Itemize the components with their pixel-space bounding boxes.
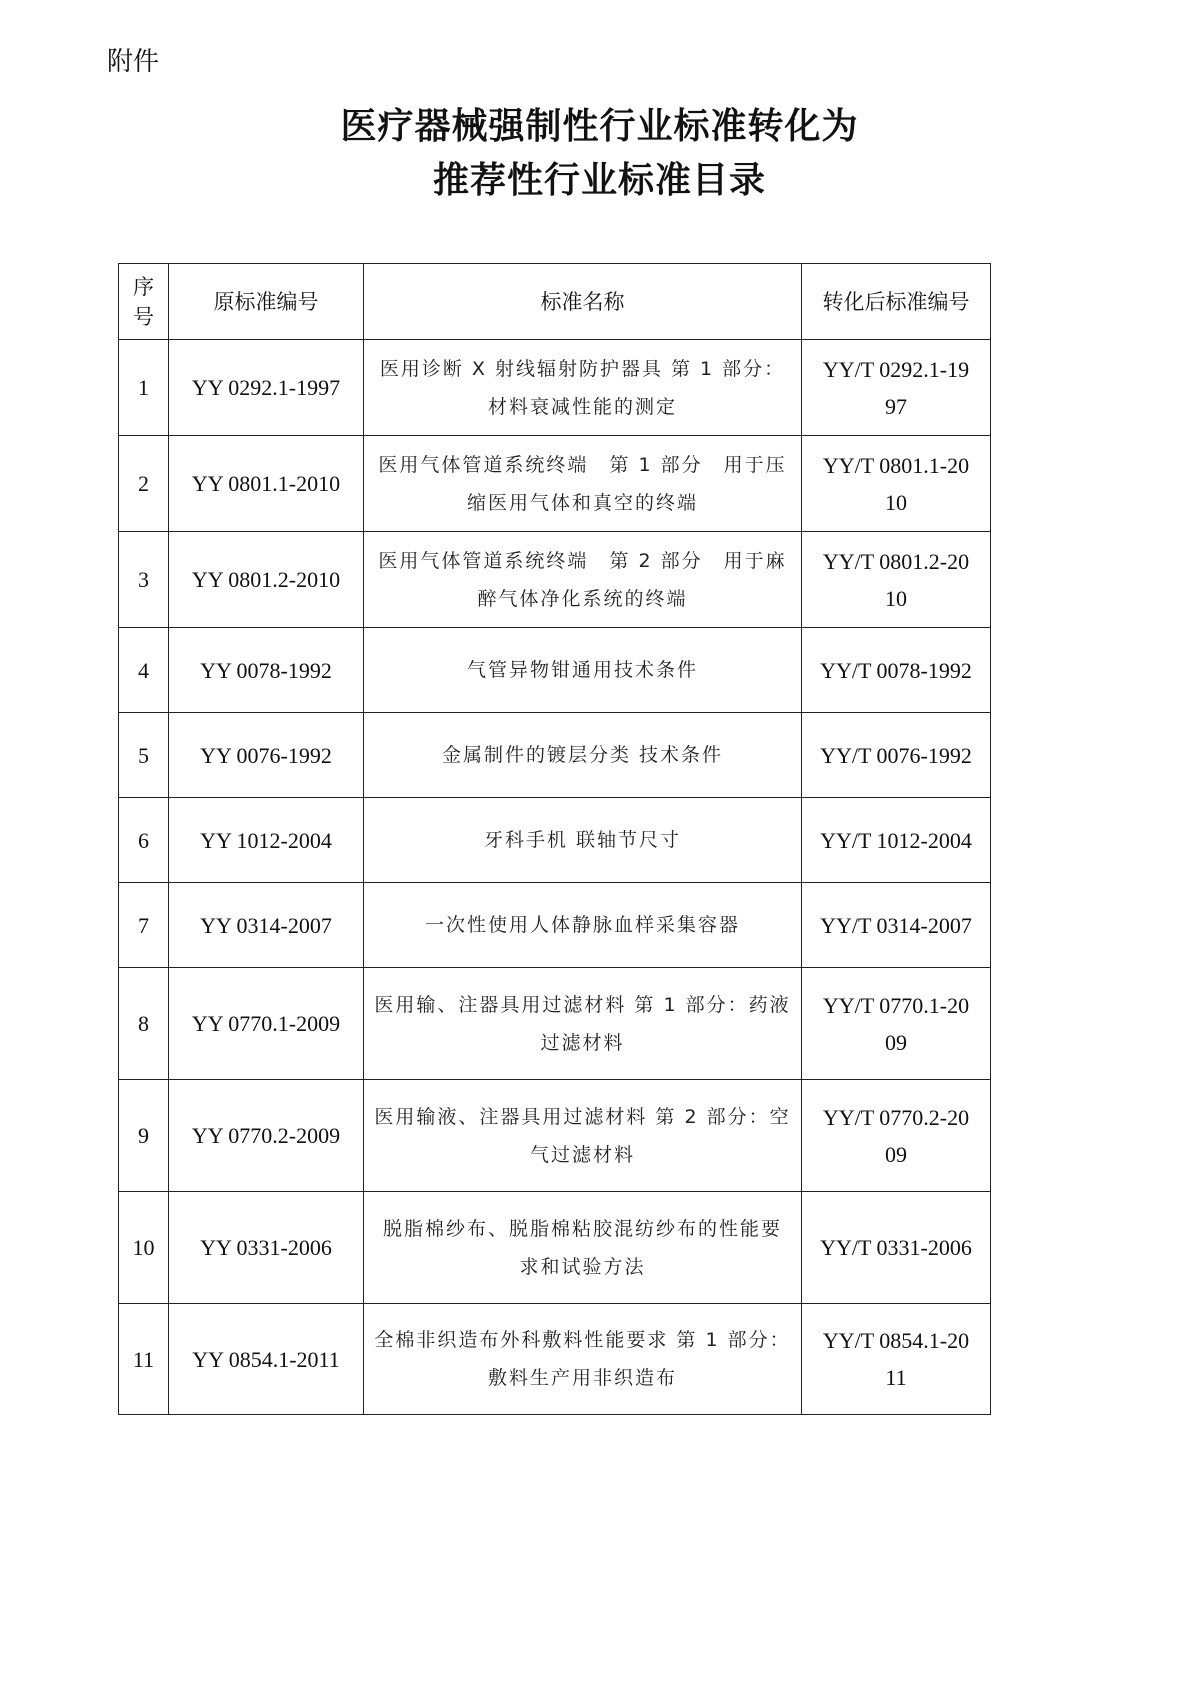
header-name: 标准名称 — [364, 264, 802, 340]
cell-original-no: YY 0854.1-2011 — [169, 1304, 364, 1415]
cell-original-no: YY 0078-1992 — [169, 628, 364, 713]
table-body — [119, 340, 991, 1415]
cell-seq: 3 — [119, 532, 169, 628]
table-row — [119, 628, 991, 713]
cell-original-no: YY 0314-2007 — [169, 883, 364, 968]
header-seq — [119, 264, 169, 340]
cell-new-no: YY/T 0078-1992 — [802, 628, 991, 713]
cell-original-no: YY 0292.1-1997 — [169, 340, 364, 436]
cell-standard-name: 一次性使用人体静脉血样采集容器 — [364, 883, 802, 968]
cell-new-no: YY/T 0801.2-2010 — [802, 532, 991, 628]
cell-original-no: YY 0770.2-2009 — [169, 1080, 364, 1192]
cell-standard-name: 医用输液、注器具用过滤材料 第 2 部分：空气过滤材料 — [364, 1080, 802, 1192]
cell-new-no: YY/T 0292.1-1997 — [802, 340, 991, 436]
cell-standard-name: 脱脂棉纱布、脱脂棉粘胶混纺纱布的性能要求和试验方法 — [364, 1192, 802, 1304]
cell-original-no: YY 0076-1992 — [169, 713, 364, 798]
header-seq-label: 序号 — [133, 274, 154, 329]
cell-seq: 8 — [119, 968, 169, 1080]
cell-new-no: YY/T 1012-2004 — [802, 798, 991, 883]
title-line-2: 推荐性行业标准目录 — [432, 160, 766, 201]
cell-new-no: YY/T 0801.1-2010 — [802, 436, 991, 532]
cell-new-no: YY/T 0331-2006 — [802, 1192, 991, 1304]
cell-seq: 4 — [119, 628, 169, 713]
cell-seq: 10 — [119, 1192, 169, 1304]
document-title — [0, 100, 1199, 208]
cell-standard-name: 医用气体管道系统终端 第 2 部分 用于麻醉气体净化系统的终端 — [364, 532, 802, 628]
cell-new-no: YY/T 0770.1-2009 — [802, 968, 991, 1080]
cell-standard-name: 金属制件的镀层分类 技术条件 — [364, 713, 802, 798]
cell-seq: 7 — [119, 883, 169, 968]
attachment-label: 附件 — [107, 47, 160, 77]
cell-seq: 6 — [119, 798, 169, 883]
table-header-row — [119, 264, 991, 340]
cell-standard-name: 医用诊断 X 射线辐射防护器具 第 1 部分：材料衰减性能的测定 — [364, 340, 802, 436]
cell-new-no: YY/T 0770.2-2009 — [802, 1080, 991, 1192]
cell-standard-name: 医用气体管道系统终端 第 1 部分 用于压缩医用气体和真空的终端 — [364, 436, 802, 532]
cell-original-no: YY 0801.1-2010 — [169, 436, 364, 532]
cell-standard-name: 牙科手机 联轴节尺寸 — [364, 798, 802, 883]
table-row — [119, 1080, 991, 1192]
cell-new-no: YY/T 0854.1-2011 — [802, 1304, 991, 1415]
table-row — [119, 713, 991, 798]
table-row — [119, 436, 991, 532]
cell-seq: 5 — [119, 713, 169, 798]
table-row — [119, 883, 991, 968]
cell-original-no: YY 0801.2-2010 — [169, 532, 364, 628]
cell-original-no: YY 1012-2004 — [169, 798, 364, 883]
cell-standard-name: 气管异物钳通用技术条件 — [364, 628, 802, 713]
cell-seq: 2 — [119, 436, 169, 532]
cell-standard-name: 医用输、注器具用过滤材料 第 1 部分：药液过滤材料 — [364, 968, 802, 1080]
header-original-no: 原标准编号 — [169, 264, 364, 340]
cell-seq: 1 — [119, 340, 169, 436]
table-row — [119, 798, 991, 883]
cell-seq: 9 — [119, 1080, 169, 1192]
table-row — [119, 1192, 991, 1304]
table-row — [119, 532, 991, 628]
table-row — [119, 968, 991, 1080]
title-line-1: 医疗器械强制性行业标准转化为 — [340, 106, 859, 147]
standards-table — [118, 263, 991, 1415]
header-new-no: 转化后标准编号 — [802, 264, 991, 340]
table-row — [119, 1304, 991, 1415]
cell-original-no: YY 0331-2006 — [169, 1192, 364, 1304]
cell-original-no: YY 0770.1-2009 — [169, 968, 364, 1080]
table-row — [119, 340, 991, 436]
cell-new-no: YY/T 0076-1992 — [802, 713, 991, 798]
cell-new-no: YY/T 0314-2007 — [802, 883, 991, 968]
cell-seq: 11 — [119, 1304, 169, 1415]
cell-standard-name: 全棉非织造布外科敷料性能要求 第 1 部分：敷料生产用非织造布 — [364, 1304, 802, 1415]
